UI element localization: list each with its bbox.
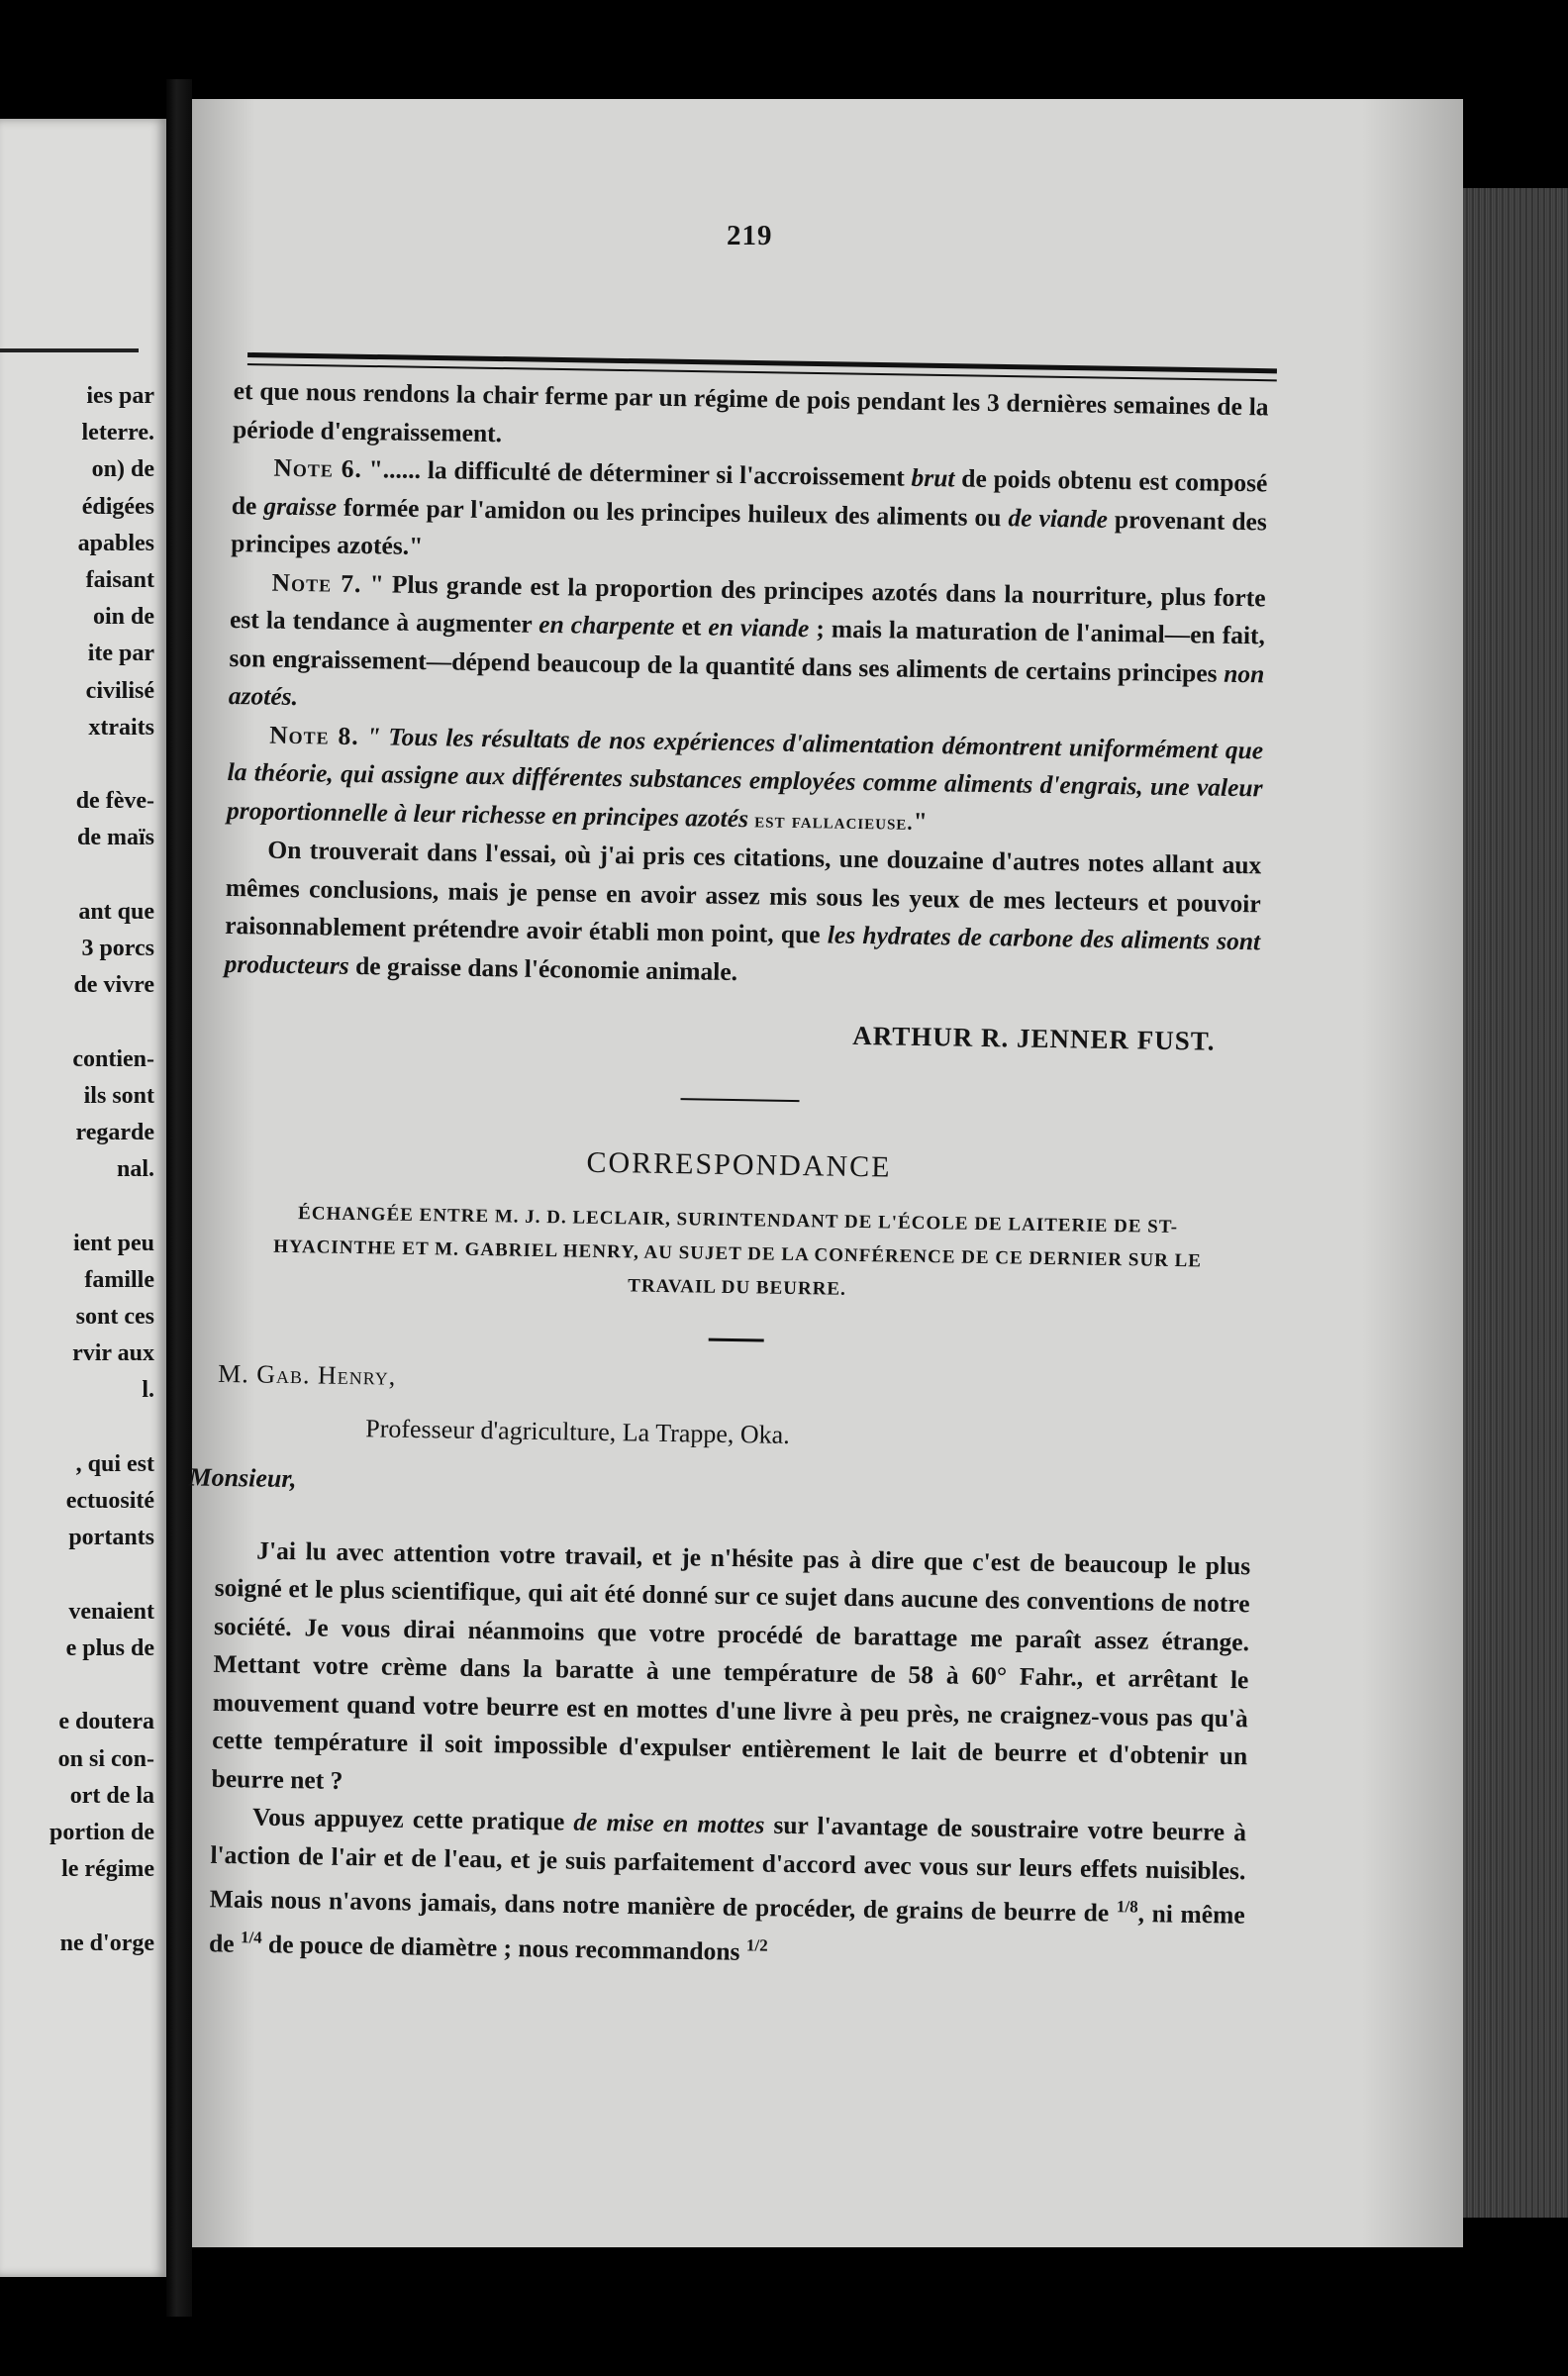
facing-page-line: portants (68, 1525, 154, 1551)
note-6-label: Note 6. (273, 452, 363, 484)
facing-page-line: ant que (78, 898, 154, 925)
note-8-close-quote: " (913, 806, 929, 836)
note-6-text: "...... la difficulté de déterminer si l'accroissement (361, 454, 912, 492)
author-signature: ARTHUR R. JENNER FUST. (851, 1020, 1216, 1056)
facing-page-line: e plus de (65, 1634, 154, 1661)
facing-page-line: e doutera (58, 1709, 154, 1735)
facing-page-line: on) de (91, 456, 154, 483)
note-8 (227, 715, 1264, 846)
facing-page-line: civilisé (85, 677, 154, 704)
facing-page-line: faisant (85, 567, 154, 594)
note-7 (229, 562, 1266, 731)
letter-italic: de mise en mottes (573, 1807, 765, 1839)
facing-page-line: 3 porcs (81, 936, 154, 962)
note-6 (231, 448, 1268, 579)
facing-page-line: leterre. (81, 420, 154, 446)
note-7-text: " Plus grande est la proportion des principes azotés dans la nourriture, plus forte est la tendance à augmenter (229, 568, 1266, 639)
facing-page-line (49, 857, 154, 894)
section-subtitle: ÉCHANGÉE ENTRE M. J. D. LECLAIR, SURINTENDANT DE L'ÉCOLE DE LAITERIE DE ST-HYACINTHE ET M. GABRIEL HENRY, AU SUJET DE LA CONFÉRENCE DE CE DERNIER SUR LE TRAVAIL DU BEURRE. (273, 1203, 1203, 1300)
facing-page-line: ne d'orge (59, 1930, 154, 1956)
facing-page-line: ort de la (69, 1782, 154, 1809)
note-6-italic-graisse: graisse (263, 490, 338, 522)
facing-page-line: ectuosité (65, 1488, 154, 1515)
conclusion-text: de graisse dans l'économie animale. (348, 950, 738, 986)
conclusion-text: On trouverait dans l'essai, où j'ai pris ces citations, une douzaine d'autres notes allant aux mêmes conclusions, mais je pense en avoir assez mis sous les yeux de mes lecteurs et pouvoir raisonnablement prétendre avoir établi mon point, que (224, 835, 1262, 949)
facing-page-line (49, 1410, 154, 1446)
note-6-italic-viande: de viande (1008, 502, 1109, 534)
facing-page-line: apables (77, 530, 154, 556)
facing-page-line (49, 746, 154, 783)
facing-page-line (49, 1004, 154, 1040)
facing-page-rule (0, 348, 139, 352)
facing-page-line: sont ces (75, 1304, 154, 1331)
facing-page-line (49, 1667, 154, 1704)
letter-salutation: Monsieur, (188, 1462, 297, 1494)
facing-page-line: nal. (116, 1156, 154, 1183)
facing-page-line: xtraits (88, 714, 154, 741)
section-divider (681, 1098, 800, 1102)
facing-page-line: de fève- (75, 788, 154, 815)
addressee-name: M. Gab. Henry, (217, 1358, 397, 1391)
facing-page-line (49, 1557, 154, 1594)
page-number: 219 (727, 220, 773, 251)
note-6-text: formée par l'amidon ou les principes huileux des aliments ou (336, 492, 1009, 532)
note-8-label: Note 8. (269, 720, 359, 750)
note-7-text: et (674, 612, 709, 642)
fraction: 1/4 (240, 1928, 262, 1947)
book-gutter (166, 79, 192, 2317)
note-7-label: Note 7. (271, 567, 362, 598)
facing-page-line: ient peu (72, 1230, 154, 1256)
facing-page-left (0, 119, 166, 2277)
page-stack-edge (1463, 188, 1568, 2218)
letter-paragraph-1: J'ai lu avec attention votre travail, et je n'hésite pas à dire que c'est de beaucoup le plus soigné et le plus scientifique, qui ait été donné sur ce sujet dans aucune des conventions de notre société. Je vous dirai néanmoins que votre procédé de barattage me paraît assez étrange. Mettant votre crème dans la baratte à une température de 58 à 60° Fahr., et arrêtant le mouvement quand votre beurre est en mottes d'une livre à peu près, ne craignez-vous pas qu'à cette température il soit impossible d'expulser entièrement le lait de beurre et d'obtenir un beurre net ? (211, 1535, 1251, 1795)
facing-page-line (49, 1888, 154, 1925)
note-8-emphasis: est fallacieuse. (747, 807, 914, 835)
facing-page-line: on si con- (57, 1745, 154, 1772)
facing-page-line: ils sont (83, 1082, 154, 1109)
letter-text: , ni même de (208, 1899, 1245, 1958)
paragraph-continuation: et que nous rendons la chair ferme par un régime de pois pendant les 3 dernières semaines de la période d'engraissement. (232, 375, 1269, 447)
note-6-text: de poids obtenu est composé de (231, 463, 1268, 520)
facing-page-line: de vivre (73, 972, 154, 999)
subtitle-divider (709, 1338, 764, 1342)
note-7-text: ; mais la maturation de l'animal—en fait, son engraissement—dépend beaucoup de la quantité dans ses aliments de certains principes (229, 614, 1266, 688)
facing-page-line: l. (142, 1377, 154, 1404)
page-body (188, 372, 1269, 1979)
facing-page-line: de maïs (77, 825, 154, 851)
note-6-text: provenant des principes azotés." (231, 504, 1268, 561)
fraction: 1/2 (745, 1935, 768, 1955)
conclusion-paragraph (224, 831, 1261, 999)
facing-page-text (49, 378, 154, 1962)
facing-page-line: le régime (61, 1856, 154, 1883)
facing-page-line: famille (84, 1266, 154, 1293)
conclusion-italic: les hydrates de carbone des aliments sont producteurs (224, 920, 1261, 980)
facing-page-line: rvir aux (72, 1340, 154, 1367)
letter-addressee (218, 1355, 1253, 1410)
facing-page-line: édigées (81, 493, 154, 520)
facing-page-line: regarde (75, 1120, 154, 1146)
note-7-italic: non azotés. (228, 658, 1265, 712)
letter-text: Vous appuyez cette pratique (251, 1802, 574, 1836)
letter-paragraph-2 (209, 1798, 1246, 1979)
note-8-quote: " Tous les résultats de nos expériences d'alimentation démontrent uniformément que la théorie, qui assigne aux différentes substances employées comme aliments d'engrais, une valeur proportionnelle à leur richesse en principes azotés (226, 721, 1264, 833)
letter-text: sur l'avantage de soustraire votre beurre à l'action de l'air et de l'eau, et je suis parfaitement d'accord avec vous sur leurs effets nuisibles. Mais nous n'avons jamais, dans notre manière de procéder, de grains de beurre de (209, 1810, 1247, 1928)
facing-page-line: oin de (92, 604, 154, 631)
note-7-italic: en viande (708, 612, 810, 644)
facing-page-line: venaient (68, 1598, 154, 1625)
facing-page-line: ite par (87, 641, 154, 667)
letter-text: de pouce de diamètre ; nous recommandons (261, 1930, 747, 1966)
facing-page-line: contien- (72, 1045, 154, 1072)
facing-page-line (49, 1188, 154, 1225)
letter-address: Professeur d'agriculture, La Trappe, Oka. (365, 1413, 790, 1449)
fraction: 1/8 (1116, 1897, 1138, 1917)
letter-body (209, 1531, 1251, 1979)
note-7-italic: en charpente (539, 609, 675, 642)
facing-page-line: , qui est (75, 1450, 154, 1477)
section-title: CORRESPONDANCE (586, 1145, 892, 1184)
facing-page-line: ies par (86, 383, 154, 409)
facing-page-line: portion de (49, 1819, 154, 1845)
note-6-italic-brut: brut (911, 462, 955, 493)
